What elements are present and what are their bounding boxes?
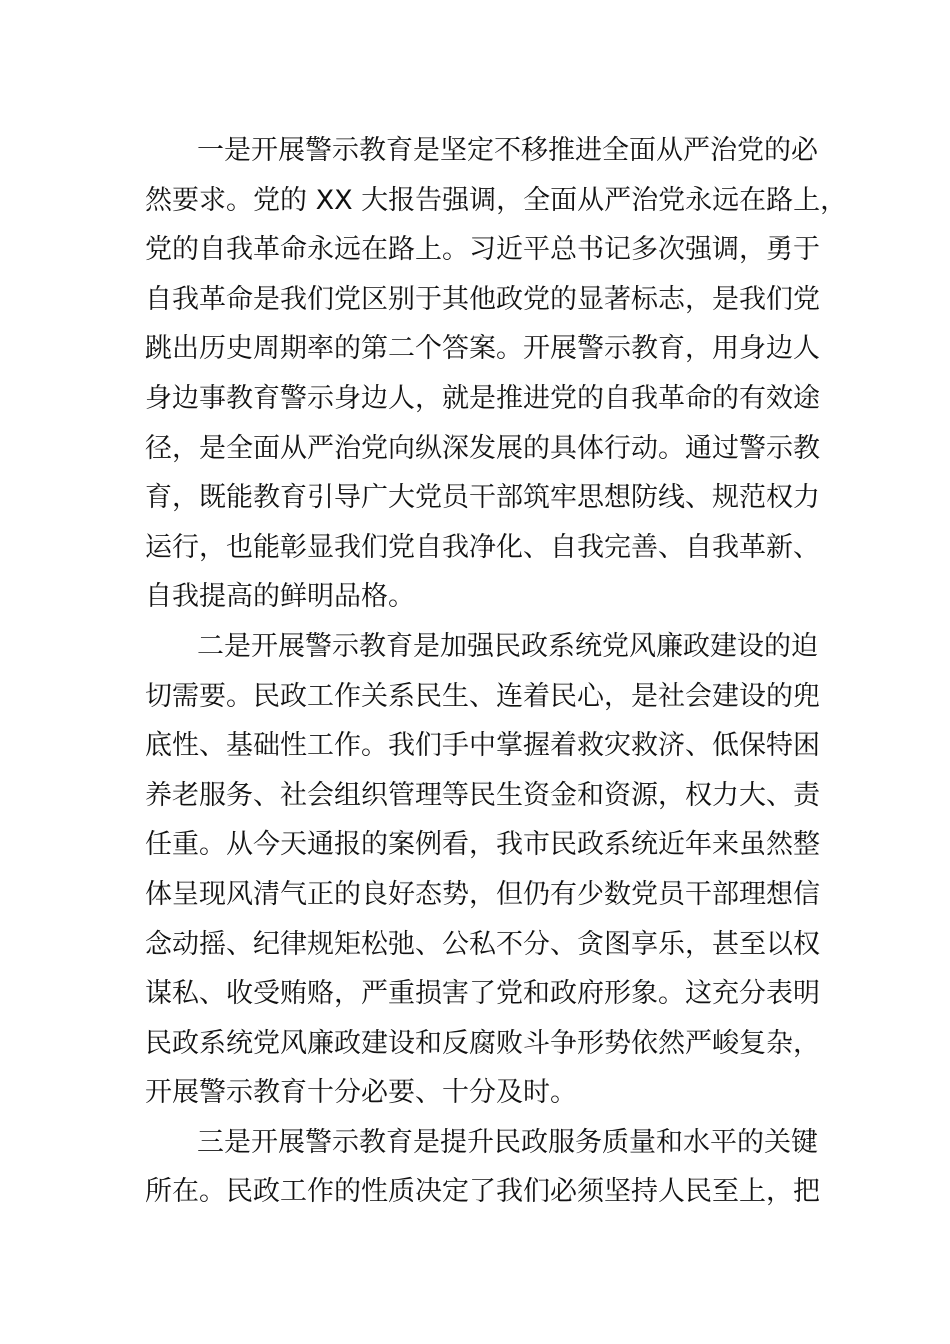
text-line: 谋私、收受贿赂，严重损害了党和政府形象。这充分表明 — [145, 978, 820, 1010]
text-line: 身边事教育警示身边人，就是推进党的自我革命的有效途 — [145, 382, 820, 414]
text-line: 养老服务、社会组织管理等民生资金和资源，权力大、责 — [145, 779, 820, 811]
text-line: 所在。民政工作的性质决定了我们必须坚持人民至上，把 — [145, 1176, 820, 1208]
text-line: 跳出历史周期率的第二个答案。开展警示教育，用身边人 — [145, 333, 820, 365]
text-line: 开展警示教育十分必要、十分及时。 — [145, 1077, 577, 1109]
text-line: 径，是全面从严治党向纵深发展的具体行动。通过警示教 — [145, 432, 820, 464]
text-line: 念动摇、纪律规矩松弛、公私不分、贪图享乐，甚至以权 — [145, 928, 820, 960]
text-line: 二是开展警示教育是加强民政系统党风廉政建设的迫 — [197, 630, 818, 662]
paragraph-2 — [145, 622, 820, 1118]
text-line: 体呈现风清气正的良好态势，但仍有少数党员干部理想信 — [145, 878, 820, 910]
text-line: 自我提高的鲜明品格。 — [145, 581, 415, 613]
text-line: 党的自我革命永远在路上。习近平总书记多次强调，勇于 — [145, 234, 820, 266]
text-line: 任重。从今天通报的案例看，我市民政系统近年来虽然整 — [145, 829, 820, 861]
text-line: 运行，也能彰显我们党自我净化、自我完善、自我革新、 — [145, 531, 820, 563]
text-line: 育，既能教育引导广大党员干部筑牢思想防线、规范权力 — [145, 482, 820, 514]
paragraph-1 — [145, 126, 848, 622]
text-line: 一是开展警示教育是坚定不移推进全面从严治党的必 — [197, 135, 818, 166]
text-line: 切需要。民政工作关系民生、连着民心，是社会建设的兜 — [145, 680, 820, 712]
text-line: 然要求。党的 XX 大报告强调，全面从严治党永远在路上， — [145, 184, 848, 216]
document-body — [145, 126, 848, 1217]
text-line: 自我革命是我们党区别于其他政党的显著标志，是我们党 — [145, 283, 820, 315]
paragraph-3 — [145, 1118, 820, 1217]
text-line: 民政系统党风廉政建设和反腐败斗争形势依然严峻复杂， — [145, 1027, 820, 1059]
text-line: 三是开展警示教育是提升民政服务质量和水平的关键 — [197, 1126, 818, 1158]
text-line: 底性、基础性工作。我们手中掌握着救灾救济、低保特困 — [145, 730, 820, 762]
